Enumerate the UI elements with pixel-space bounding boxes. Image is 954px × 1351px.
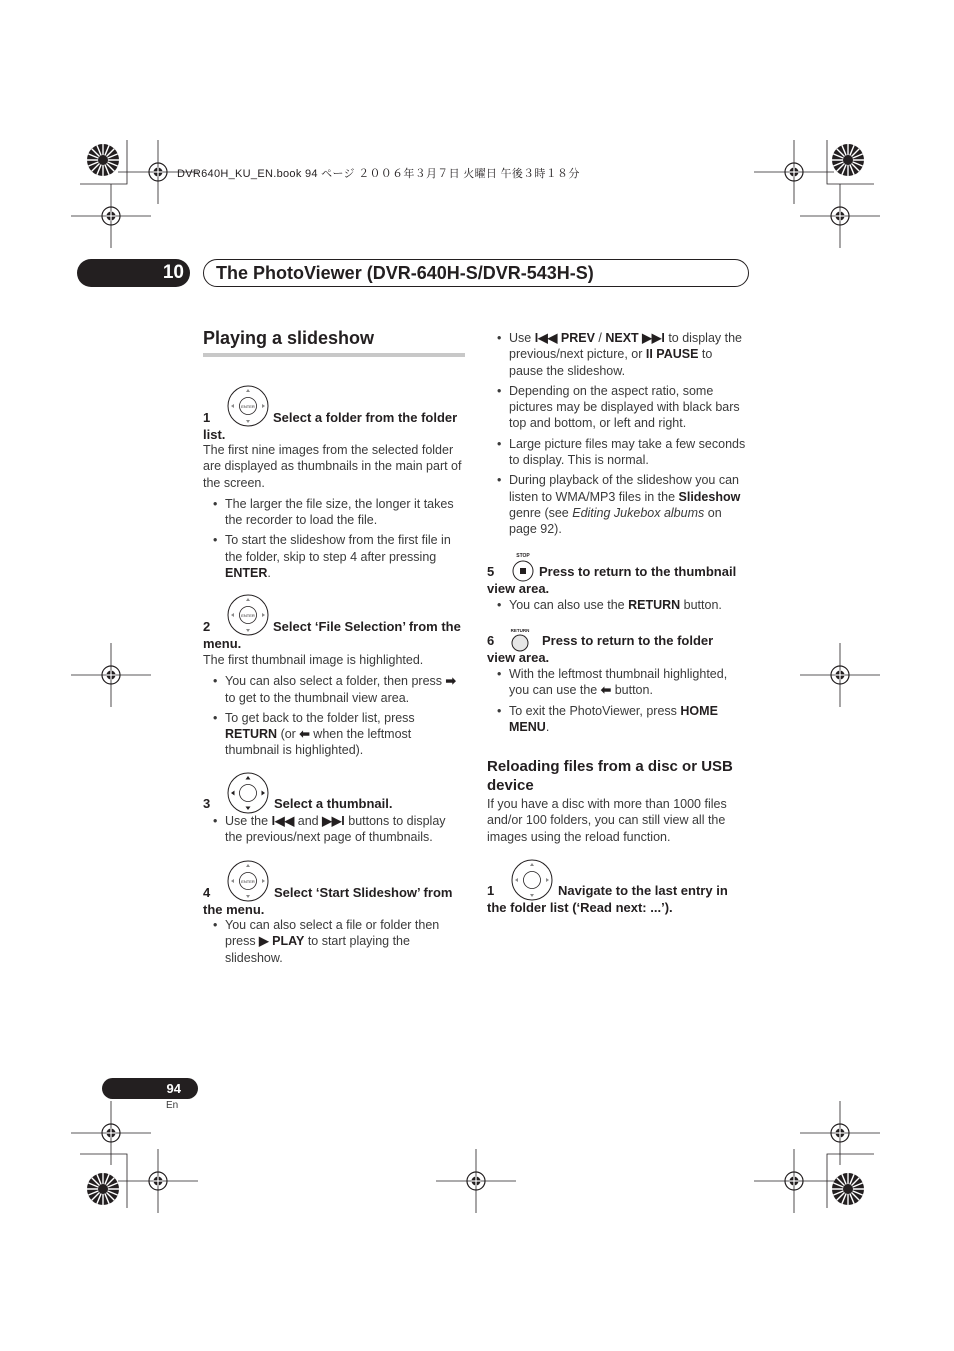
step-number: 5 bbox=[487, 564, 495, 579]
step-1-description: The first nine images from the selected folder are displayed as thumbnails in the main part of the screen. bbox=[203, 443, 462, 490]
language-code: En bbox=[166, 1100, 179, 1111]
file-header: DVR640H_KU_EN.book 94 ページ ２００６年３月７日 火曜日 午後３時１８分 bbox=[177, 168, 580, 180]
reg-mark bbox=[754, 140, 834, 204]
step-number: 3 bbox=[203, 796, 211, 811]
step-1-body bbox=[203, 442, 465, 585]
reload-step-heading bbox=[487, 882, 752, 916]
step-6-body bbox=[487, 666, 749, 739]
return-label: RETURN bbox=[510, 628, 530, 633]
list-item: • To start the slideshow from the first file in the folder, skip to step 4 after pressing ENTER. bbox=[213, 533, 451, 581]
step-text-cont: view area. bbox=[487, 581, 550, 596]
prev-icon: I◀◀ bbox=[271, 814, 295, 828]
reg-mark bbox=[71, 184, 151, 248]
step-text: Select ‘File Selection’ from the bbox=[273, 619, 461, 634]
list-item: • Depending on the aspect ratio, some pictures may be displayed with black bars top and bottom, or left and right. bbox=[497, 383, 740, 431]
step-text-cont: the folder list (‘Read next: ...’). bbox=[487, 900, 673, 915]
reg-mark bbox=[754, 1149, 834, 1213]
step-4-body bbox=[203, 917, 465, 970]
reg-mark bbox=[800, 184, 880, 248]
step-text: Press to return to the thumbnail bbox=[539, 564, 737, 579]
enter-label: ENTER bbox=[241, 404, 255, 409]
step-5-heading bbox=[487, 563, 752, 597]
step-number: 1 bbox=[203, 410, 211, 425]
step-number: 4 bbox=[203, 885, 211, 900]
left-arrow-icon: ⬅ bbox=[600, 683, 612, 698]
pause-icon: II bbox=[645, 347, 653, 362]
step-text-cont: menu. bbox=[203, 636, 242, 651]
step-2-description: The first thumbnail image is highlighted. bbox=[203, 653, 424, 667]
star-mark-top-left bbox=[87, 144, 119, 176]
list-item: • To get back to the folder list, press RETURN (or ⬅ when the leftmost thumbnail is highlighted). bbox=[213, 710, 415, 758]
next-icon: ▶▶I bbox=[642, 331, 665, 345]
step-4-heading bbox=[203, 884, 468, 918]
enter-label: ENTER bbox=[241, 879, 255, 884]
chapter-title: The PhotoViewer (DVR-640H-S/DVR-543H-S) bbox=[203, 259, 749, 287]
stop-label: STOP bbox=[516, 553, 530, 559]
list-item: • During playback of the slideshow you can listen to WMA/MP3 files in the Slideshow genre (see Editing Jukebox albums on page 92). bbox=[497, 473, 741, 537]
star-mark-bottom-left bbox=[87, 1173, 119, 1205]
prev-icon: I◀◀ bbox=[534, 331, 558, 345]
reg-mark bbox=[71, 643, 151, 707]
right-arrow-icon: ➡ bbox=[445, 674, 456, 689]
step-2-body bbox=[203, 652, 465, 763]
list-item: • You can also select a folder, then press ➡ to get to the thumbnail view area. bbox=[213, 674, 456, 705]
step-3-body bbox=[203, 813, 465, 850]
step-1-heading bbox=[203, 409, 468, 443]
reg-mark bbox=[118, 1149, 198, 1213]
section-title: Playing a slideshow bbox=[203, 328, 465, 357]
step-text: Press to return to the folder bbox=[542, 633, 714, 648]
reg-mark bbox=[436, 1149, 516, 1213]
step-number: 2 bbox=[203, 619, 211, 634]
list-item: • Use I◀◀ PREV / NEXT ▶▶I to display the previous/next picture, or II PAUSE to pause the slideshow. bbox=[497, 331, 742, 378]
list-item: • With the leftmost thumbnail highlighted, you can use the ⬅ button. bbox=[497, 667, 728, 698]
list-item: • To exit the PhotoViewer, press HOME MENU. bbox=[497, 703, 718, 734]
left-arrow-icon: ⬅ bbox=[299, 727, 310, 742]
step-text: Select a folder from the folder bbox=[273, 410, 458, 425]
list-item: • The larger the file size, the longer it takes the recorder to load the file. bbox=[213, 496, 454, 528]
reload-description: If you have a disc with more than 1000 files and/or 100 folders, you can still view all the images using the reload function. bbox=[487, 797, 727, 844]
star-mark-bottom-right bbox=[832, 1173, 864, 1205]
reload-section-title: Reloading files from a disc or USB device bbox=[487, 758, 733, 794]
slideshow-notes bbox=[487, 330, 749, 542]
page-number: 94 bbox=[102, 1078, 198, 1099]
step-text: Select a thumbnail. bbox=[274, 796, 393, 811]
list-item: • Large picture files may take a few seconds to display. This is normal. bbox=[497, 436, 746, 468]
list-item: • You can also select a file or folder then press ▶ PLAY to start playing the slideshow. bbox=[213, 918, 440, 965]
step-text-cont: the menu. bbox=[203, 902, 265, 917]
step-5-body bbox=[487, 597, 749, 617]
list-item: • Use the I◀◀ and ▶▶I buttons to display the previous/next page of thumbnails. bbox=[213, 814, 446, 845]
next-icon: ▶▶I bbox=[322, 814, 345, 828]
list-item: • You can also use the RETURN button. bbox=[497, 598, 722, 612]
step-number: 1 bbox=[487, 883, 495, 898]
step-text-cont: list. bbox=[203, 427, 226, 442]
reg-mark bbox=[71, 1101, 151, 1165]
step-text-cont: view area. bbox=[487, 650, 550, 665]
step-text: Navigate to the last entry in bbox=[558, 883, 728, 898]
step-3-heading bbox=[203, 795, 468, 812]
reg-mark bbox=[800, 1101, 880, 1165]
star-mark-top-right bbox=[832, 144, 864, 176]
step-number: 6 bbox=[487, 633, 495, 648]
step-text: Select ‘Start Slideshow’ from bbox=[274, 885, 453, 900]
enter-label: ENTER bbox=[241, 613, 255, 618]
reg-mark bbox=[800, 643, 880, 707]
chapter-number: 10 bbox=[77, 259, 190, 287]
step-2-heading bbox=[203, 618, 468, 652]
play-icon: ▶ bbox=[259, 934, 269, 949]
step-6-heading bbox=[487, 632, 752, 666]
